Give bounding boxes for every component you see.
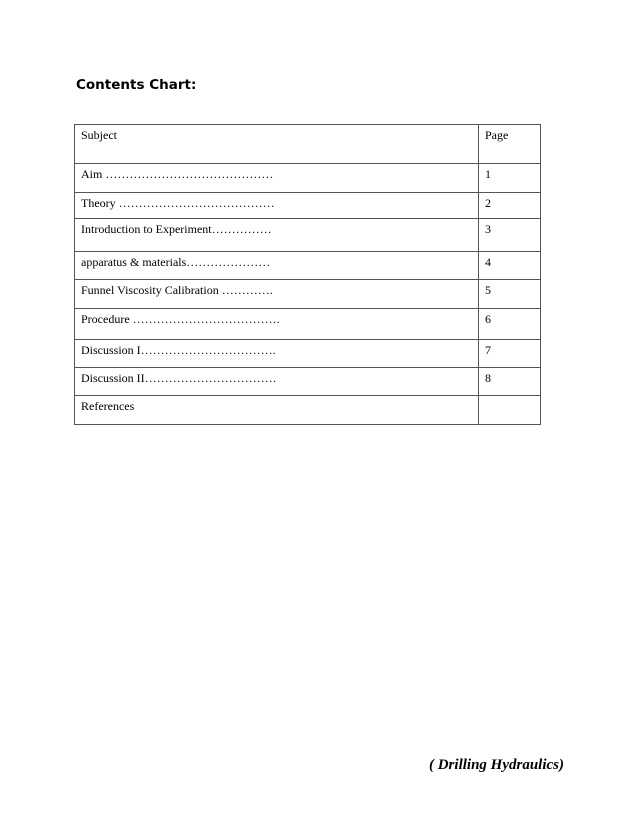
page-cell: 4 [479,252,541,280]
subject-cell: Procedure ………………………………. [75,309,479,340]
subject-cell: Discussion I……………………………. [75,340,479,368]
subject-cell: Aim …………………………………… [75,164,479,193]
table-row [75,193,541,219]
table-row [75,340,541,368]
table-row [75,164,541,193]
contents-table [74,124,541,425]
table-row [75,219,541,252]
subject-cell: Funnel Viscosity Calibration …………. [75,280,479,309]
page-cell: 8 [479,368,541,396]
table-header-row [75,125,541,164]
subject-cell: Discussion II…………………………… [75,368,479,396]
contents-heading: Contents Chart: [76,77,197,93]
subject-cell: References [75,396,479,425]
table-row [75,368,541,396]
page-cell: 3 [479,219,541,252]
page-cell: 6 [479,309,541,340]
page-cell: 7 [479,340,541,368]
page-cell: 5 [479,280,541,309]
header-page-cell: Page [479,125,541,164]
page-cell [479,396,541,425]
page-cell: 2 [479,193,541,219]
subject-cell: Theory ………………………………… [75,193,479,219]
footer-course-title: ( Drilling Hydraulics) [428,757,564,773]
table-row [75,280,541,309]
table-row [75,252,541,280]
subject-cell: Introduction to Experiment…………… [75,219,479,252]
page-cell: 1 [479,164,541,193]
table-row [75,309,541,340]
table-row [75,396,541,425]
subject-cell: apparatus & materials………………… [75,252,479,280]
header-subject-cell: Subject [75,125,479,164]
